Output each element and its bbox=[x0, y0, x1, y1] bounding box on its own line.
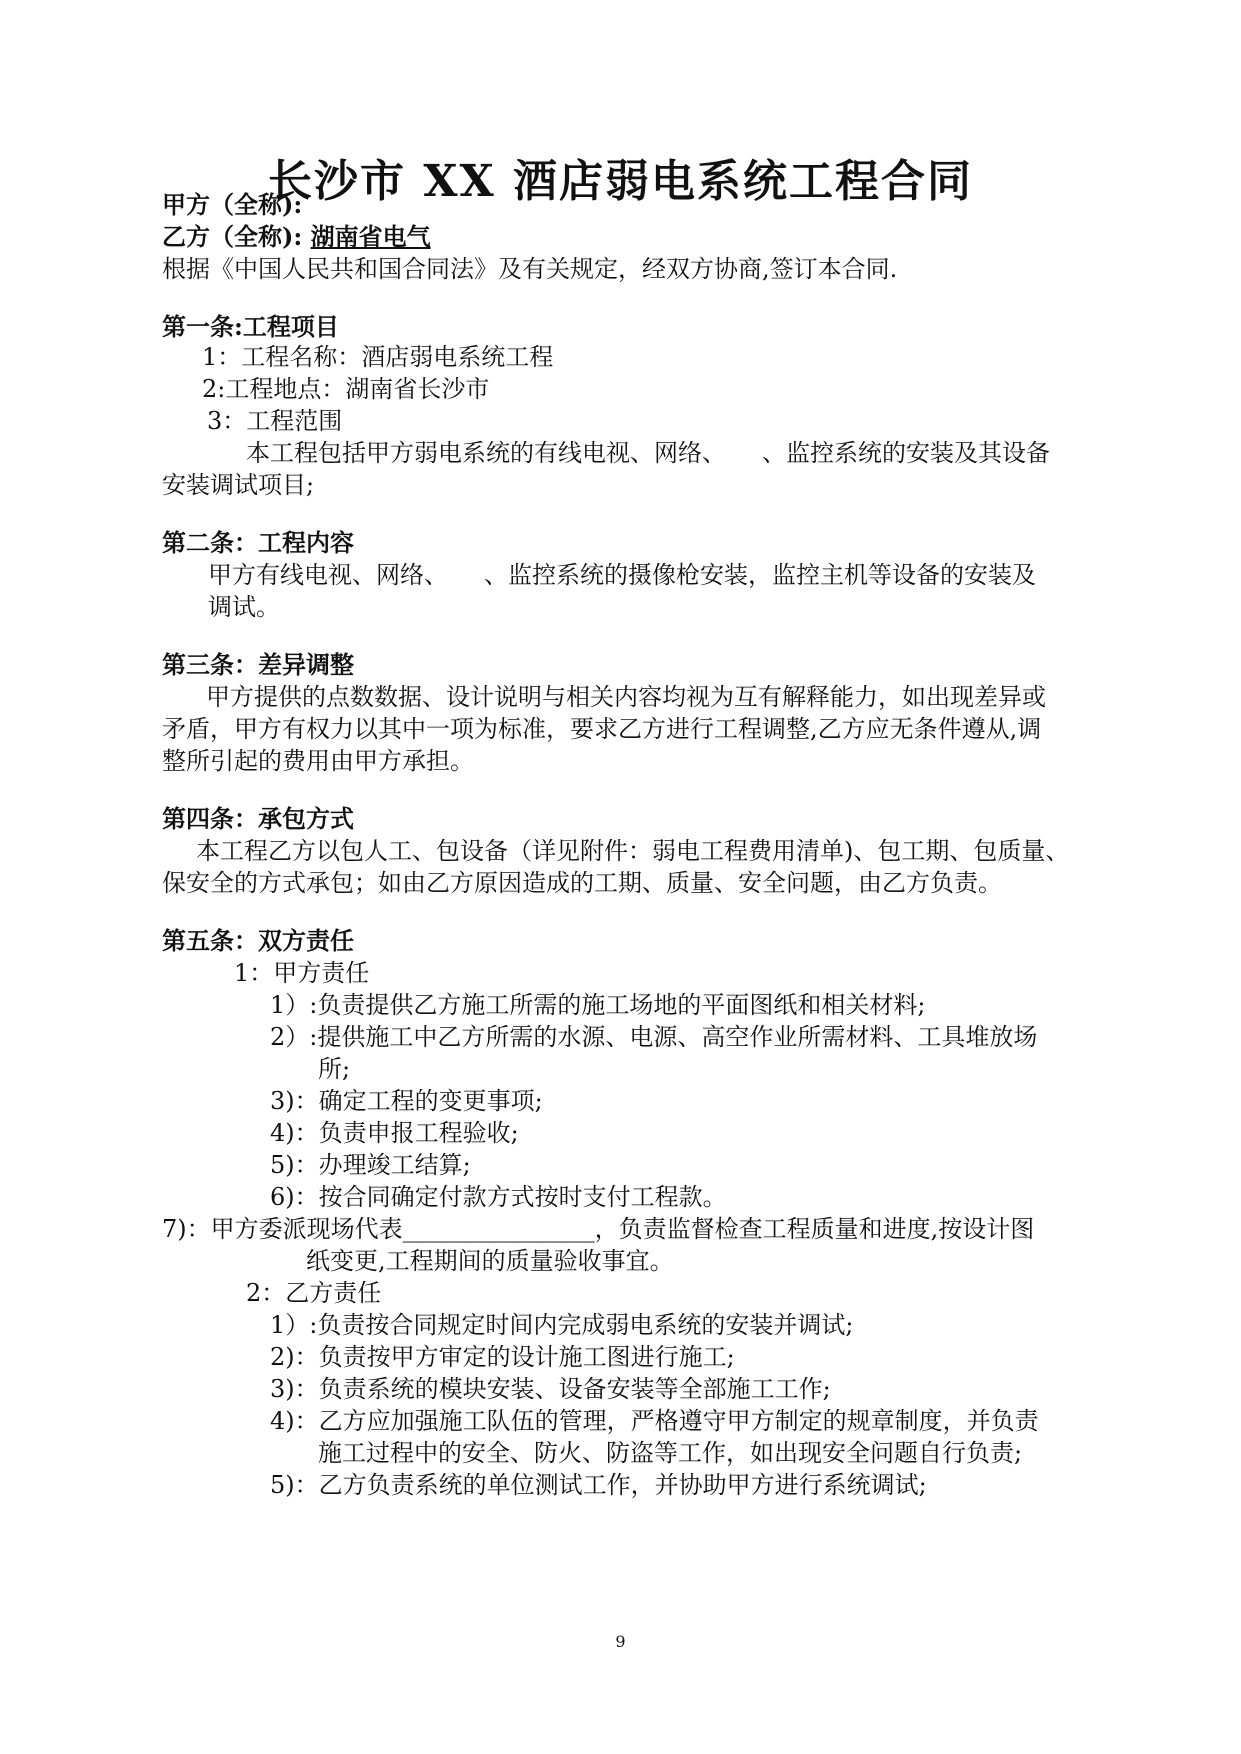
party-a-duty-2-line-1: 2）:提供施工中乙方所需的水源、电源、高空作业所需材料、工具堆放场 bbox=[270, 1023, 1038, 1051]
article-5-heading: 第五条：双方责任 bbox=[162, 926, 354, 955]
article-3-line-3: 整所引起的费用由甲方承担。 bbox=[162, 747, 474, 775]
party-a-duty-7-line-1: 7)：甲方委派现场代表________________，负责监督检查工程质量和进度,按设计图 bbox=[162, 1215, 1035, 1243]
document-title: 长沙市 XX 酒店弱电系统工程合同 bbox=[268, 156, 973, 207]
article-1-item-3: 3：工程范围 bbox=[207, 407, 343, 435]
article-4-line-2: 保安全的方式承包；如由乙方原因造成的工期、质量、安全问题，由乙方负责。 bbox=[162, 869, 1002, 897]
party-a-duty-7-line-2: 纸变更,工程期间的质量验收事宜。 bbox=[306, 1247, 674, 1275]
page-number: 9 bbox=[615, 1632, 626, 1651]
article-3-heading: 第三条：差异调整 bbox=[162, 650, 354, 679]
party-a-duty-1: 1）:负责提供乙方施工所需的施工场地的平面图纸和相关材料; bbox=[270, 991, 926, 1019]
party-a-duty-5: 5)：办理竣工结算; bbox=[270, 1151, 471, 1179]
article-1-item-1: 1：工程名称：酒店弱电系统工程 bbox=[202, 343, 554, 371]
party-b-duty-4-line-1: 4)：乙方应加强施工队伍的管理，严格遵守甲方制定的规章制度，并负责 bbox=[270, 1407, 1039, 1435]
article-1-scope-line-1: 本工程包括甲方弱电系统的有线电视、网络、 、监控系统的安装及其设备 bbox=[246, 439, 1050, 467]
article-2-line-2: 调试。 bbox=[208, 593, 280, 621]
article-2-line-1: 甲方有线电视、网络、 、监控系统的摄像枪安装，监控主机等设备的安装及 bbox=[208, 561, 1036, 589]
party-b-duties-heading: 2：乙方责任 bbox=[246, 1279, 382, 1307]
article-4-heading: 第四条：承包方式 bbox=[162, 804, 354, 833]
party-b-duty-3: 3)：负责系统的模块安装、设备安装等全部施工工作; bbox=[270, 1375, 831, 1403]
party-b-duty-4-line-2: 施工过程中的安全、防火、防盗等工作，如出现安全问题自行负责; bbox=[318, 1439, 1023, 1467]
article-3-line-1: 甲方提供的点数数据、设计说明与相关内容均视为互有解释能力，如出现差异或 bbox=[206, 683, 1046, 711]
party-b-line bbox=[162, 221, 431, 253]
party-a-line: 甲方（全称): bbox=[162, 190, 303, 219]
party-a-duty-4: 4)：负责申报工程验收; bbox=[270, 1119, 519, 1147]
party-b-label: 乙方（全称): bbox=[162, 222, 303, 251]
article-1-heading: 第一条:工程项目 bbox=[162, 312, 339, 341]
article-1-scope-line-2: 安装调试项目; bbox=[162, 471, 315, 499]
article-4-line-1: 本工程乙方以包人工、包设备（详见附件：弱电工程费用清单)、包工期、包质量、 bbox=[196, 837, 1070, 865]
article-2-heading: 第二条：工程内容 bbox=[162, 528, 354, 557]
article-3-line-2: 矛盾，甲方有权力以其中一项为标准，要求乙方进行工程调整,乙方应无条件遵从,调 bbox=[162, 715, 1042, 743]
party-b-duty-1: 1）:负责按合同规定时间内完成弱电系统的安装并调试; bbox=[270, 1311, 854, 1339]
party-a-duty-3: 3)：确定工程的变更事项; bbox=[270, 1087, 543, 1115]
party-a-duties-heading: 1：甲方责任 bbox=[234, 959, 370, 987]
article-1-item-2: 2:工程地点：湖南省长沙市 bbox=[202, 375, 490, 403]
party-a-duty-2-line-2: 所; bbox=[318, 1055, 351, 1083]
party-b-name: 湖南省电气 bbox=[310, 222, 431, 251]
party-b-duty-5: 5)：乙方负责系统的单位测试工作，并协助甲方进行系统调试; bbox=[270, 1471, 927, 1499]
party-b-duty-2: 2)：负责按甲方审定的设计施工图进行施工; bbox=[270, 1343, 735, 1371]
party-a-duty-6: 6)：按合同确定付款方式按时支付工程款。 bbox=[270, 1183, 727, 1211]
intro-paragraph: 根据《中国人民共和国合同法》及有关规定，经双方协商,签订本合同. bbox=[162, 255, 898, 283]
